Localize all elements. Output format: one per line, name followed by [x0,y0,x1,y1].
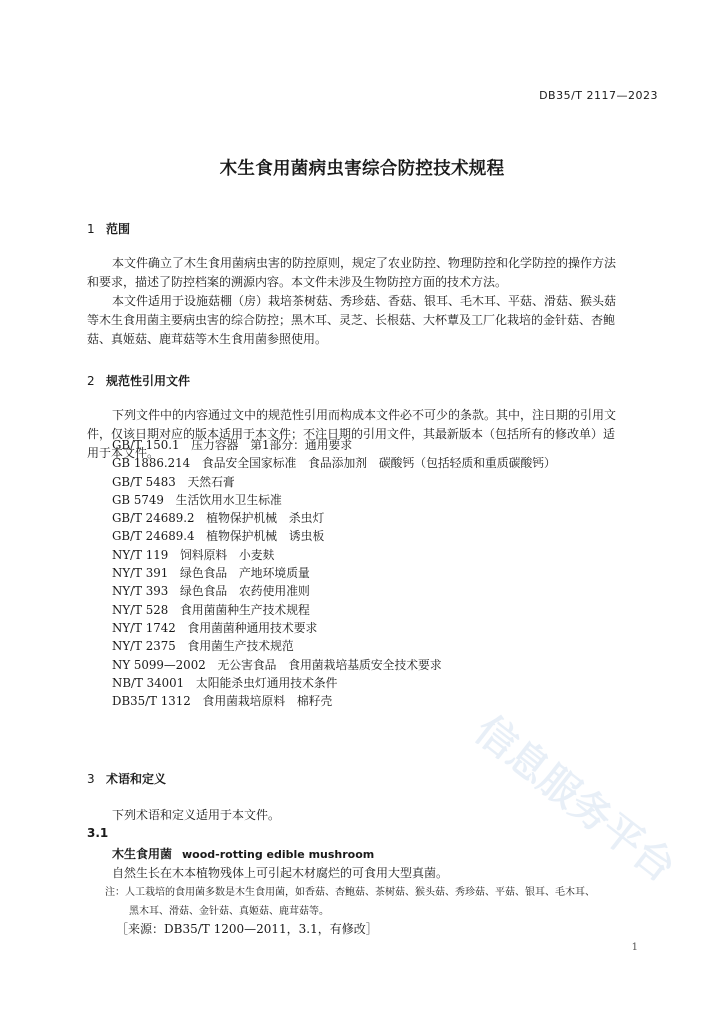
text-line: 下列文件中的内容通过文中的规范性引用而构成本文件必不可少的条款。其中，注日期的引用文 [112,408,617,422]
term-source: ［来源：DB35/T 1200—2011，3.1，有修改］ [116,922,378,936]
reference-item: NB/T 34001 太阳能杀虫灯通用技术条件 [112,675,338,690]
text-line: 菇、真姬菇、鹿茸菇等木生食用菌参照使用。 [87,332,328,346]
term-note [105,883,595,921]
text-line: 等木生食用菌主要病虫害的综合防控；黑木耳、灵芝、长根菇、大杯蕈及工厂化栽培的金针菇、杏鲍 [87,313,616,327]
reference-item: GB/T 150.1 压力容器 第1部分：通用要求 [112,438,353,452]
section-number: 1 [87,222,95,236]
watermark: 信息服务平台 [466,707,684,892]
text-line: 和要求，描述了防控档案的溯源内容。本文件未涉及生物防控方面的技术方法。 [87,275,508,289]
note-line: 注：人工栽培的食用菌多数是木生食用菌，如香菇、杏鲍菇、茶树菇、猴头菇、秀珍菇、平菇、银耳、毛木耳、 [105,887,595,898]
section-number: 3 [87,772,95,786]
terms-intro [87,806,650,825]
reference-item: DB35/T 1312 食用菌栽培原料 棉籽壳 [112,694,333,709]
section-2-heading [87,372,190,389]
standard-code: DB35/T 2117—2023 [539,89,658,102]
reference-item: NY/T 2375 食用菌生产技术规范 [112,639,294,654]
section-title: 术语和定义 [106,772,167,786]
reference-item: NY 5099—2002 无公害食品 食用菌栽培基质安全技术要求 [112,657,442,672]
reference-item: GB/T 24689.4 植物保护机械 诱虫板 [112,529,325,544]
reference-item: NY/T 119 饲料原料 小麦麸 [112,547,275,562]
document-title: 木生食用菌病虫害综合防控技术规程 [219,159,505,179]
reference-list [112,436,556,710]
section-title: 范围 [106,222,131,236]
term-entry [112,845,374,862]
reference-item: GB 5749 生活饮用水卫生标准 [112,492,282,507]
term-number: 3.1 [87,826,109,840]
term-definition: 自然生长在木本植物残体上可引起木材腐烂的可食用大型真菌。 [112,866,449,880]
reference-item: NY/T 1742 食用菌菌种通用技术要求 [112,620,318,635]
reference-item: NY/T 528 食用菌菌种生产技术规程 [112,602,310,617]
page-number: 1 [631,942,638,953]
reference-item: NY/T 393 绿色食品 农药使用准则 [112,584,310,599]
text-line: 件，仅该日期对应的版本适用于本文件；不注日期的引用文件，其最新版本（包括所有的修改单）适 [87,427,616,441]
text-line: 本文件适用于设施菇棚（房）栽培茶树菇、秀珍菇、香菇、银耳、毛木耳、平菇、滑菇、猴头菇 [112,294,617,308]
reference-item: GB/T 5483 天然石膏 [112,474,235,489]
reference-item: NY/T 391 绿色食品 产地环境质量 [112,566,310,581]
text-line: 下列术语和定义适用于本文件。 [112,808,281,822]
reference-item: GB 1886.214 食品安全国家标准 食品添加剂 碳酸钙（包括轻质和重质碳酸钙） [112,456,556,471]
term-chinese: 木生食用菌 [112,847,173,861]
term-english: wood-rotting edible mushroom [182,848,375,861]
section-1-heading [87,220,130,237]
section-3-heading [87,770,166,787]
scope-paragraph [87,254,650,349]
text-line: 用于本文件。 [87,446,160,460]
text-line: 本文件确立了木生食用菌病虫害的防控原则，规定了农业防控、物理防控和化学防控的操作方法 [112,256,617,270]
section-number: 2 [87,374,95,388]
note-line: 黑木耳、滑菇、金针菇、真姬菇、鹿茸菇等。 [129,906,329,917]
section-title: 规范性引用文件 [106,374,191,388]
reference-item: GB/T 24689.2 植物保护机械 杀虫灯 [112,511,325,526]
